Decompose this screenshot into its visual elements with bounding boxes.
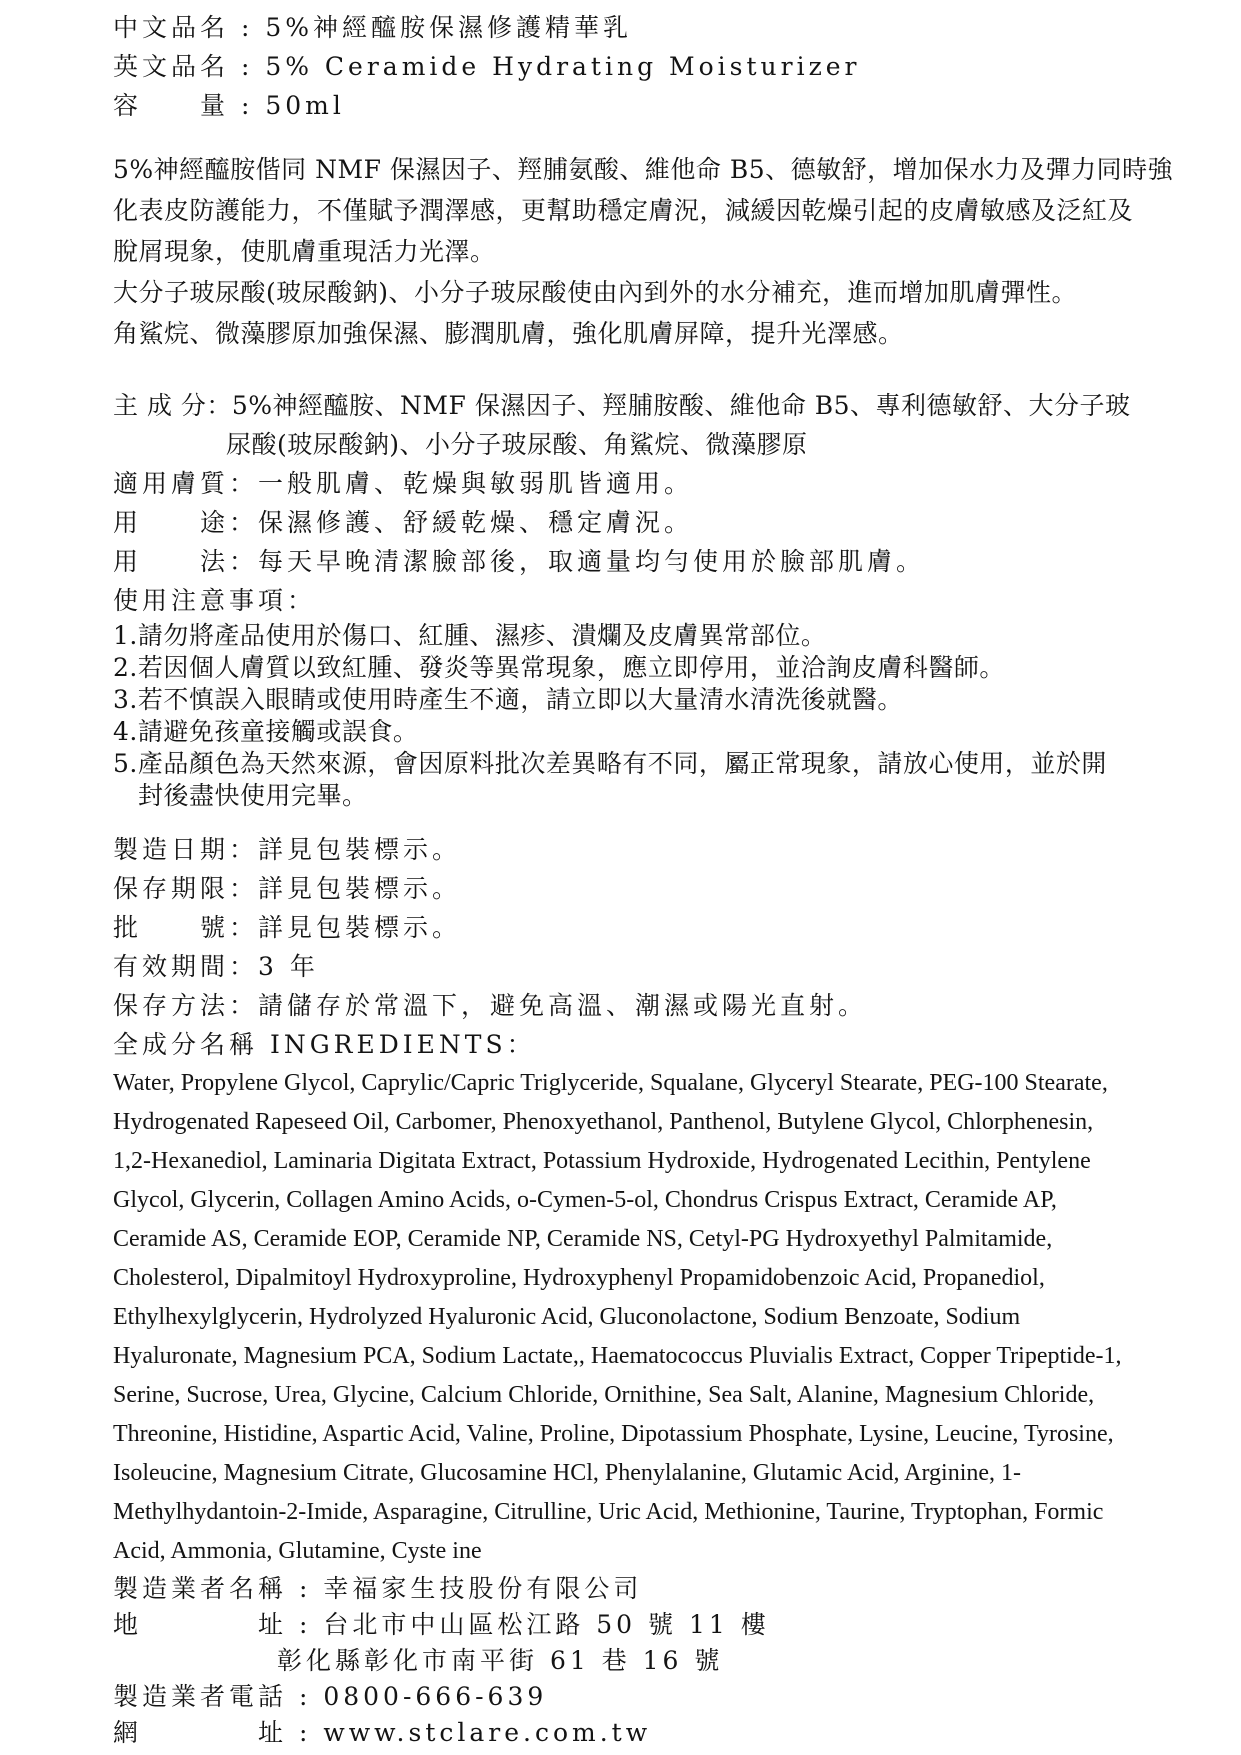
intro-paragraph xyxy=(113,149,1174,354)
text-line: 適用膚質：一般肌膚、乾燥與敏弱肌皆適用。 xyxy=(113,469,694,498)
text-line: 5%神經醯胺偕同 NMF 保濕因子、羥脯氨酸、維他命 B5、德敏舒，增加保水力及彈力同時強 xyxy=(113,155,1174,184)
text-line: 製造業者電話 : 0800-666-639 xyxy=(113,1682,548,1711)
text-line: 網 址 : www.stclare.com.tw xyxy=(113,1718,652,1747)
text-line: 尿酸(玻尿酸鈉)、小分子玻尿酸、角鯊烷、微藻膠原 xyxy=(226,430,808,459)
title-block xyxy=(113,8,1135,125)
ingredients-paragraph xyxy=(113,1064,1135,1571)
text-line: 4.請避免孩童接觸或誤食。 xyxy=(113,717,419,746)
text-line: 化表皮防護能力，不僅賦予潤澤感，更幫助穩定膚況，減緩因乾燥引起的皮膚敏感及泛紅及 xyxy=(113,196,1134,225)
text-line: 有效期間：3 年 xyxy=(113,952,319,981)
text-line: 英文品名 : 5% Ceramide Hydrating Moisturizer xyxy=(113,52,861,81)
text-line: 地 址 : 台北市中山區松江路 50 號 11 樓 xyxy=(113,1610,770,1639)
product-details xyxy=(113,386,1135,812)
text-line: 角鯊烷、微藻膠原加強保濕、膨潤肌膚，強化肌膚屏障，提升光澤感。 xyxy=(113,319,904,348)
text-line: 全成分名稱 INGREDIENTS： xyxy=(113,1030,536,1059)
text-line: 彰化縣彰化市南平街 61 巷 16 號 xyxy=(277,1646,724,1675)
text-line: 主 成 分：5%神經醯胺、NMF 保濕因子、羥脯胺酸、維他命 B5、專利德敏舒、大分子玻 xyxy=(113,391,1131,420)
text-line: 1.請勿將產品使用於傷口、紅腫、濕疹、潰爛及皮膚異常部位。 xyxy=(113,621,827,650)
text-line: 用 法：每天早晚清潔臉部後，取適量均勻使用於臉部肌膚。 xyxy=(113,547,926,576)
text-line: 批 號：詳見包裝標示。 xyxy=(113,913,462,942)
storage-details xyxy=(113,830,1135,1064)
text-line: 封後盡快使用完畢。 xyxy=(138,781,368,810)
text-line: 脫屑現象，使肌膚重現活力光澤。 xyxy=(113,237,496,266)
manufacturer-details xyxy=(113,1571,1135,1751)
text-line: 5.產品顏色為天然來源，會因原料批次差異略有不同，屬正常現象，請放心使用，並於開 xyxy=(113,749,1107,778)
text-line: 製造日期：詳見包裝標示。 xyxy=(113,835,462,864)
text-line: Water, Propylene Glycol, Caprylic/Capric Triglyceride, Squalane, Glyceryl Stearate, PEG-100 Stearate, Hydrogenated Rapeseed Oil, Carbomer, Phenoxyethanol, Panthenol, Butylene Glycol, Chlorphenesin, 1,2-Hexanediol, Laminaria Digitata Extract, Potassium Hydroxide, Hydrogenated Lecithin, Pentylene Glycol, Glycerin, Collagen Amino Acids, o-Cymen-5-ol, Chondrus Crispus Extract, Ceramide AP, Ceramide AS, Ceramide EOP, Ceramide NP, Ceramide NS, Cetyl-PG Hydroxyethyl Palmitamide, Cholesterol, Dipalmitoyl Hydroxyproline, Hydroxyphenyl Propamidobenzoic Acid, Propanediol, Ethylhexylglycerin, Hydrolyzed Hyaluronic Acid, Gluconolactone, Sodium Benzoate, Sodium Hyaluronate, Magnesium PCA, Sodium Lactate,, Haematococcus Pluvialis Extract, Copper Tripeptide-1, Serine, Sucrose, Urea, Glycine, Calcium Chloride, Ornithine, Sea Salt, Alanine, Magnesium Chloride, Threonine, Histidine, Aspartic Acid, Valine, Proline, Dipotassium Phosphate, Lysine, Leucine, Tyrosine, Isoleucine, Magnesium Citrate, Glucosamine HCl, Phenylalanine, Glutamic Acid, Arginine, 1-Methylhydantoin-2-Imide, Asparagine, Citrulline, Uric Acid, Methionine, Taurine, Tryptophan, Formic Acid, Ammonia, Glutamine, Cyste ine xyxy=(113,1070,1128,1564)
text-line: 用 途：保濕修護、舒緩乾燥、穩定膚況。 xyxy=(113,508,694,537)
text-line: 使用注意事項： xyxy=(113,586,317,615)
text-line: 2.若因個人膚質以致紅腫、發炎等異常現象，應立即停用，並洽詢皮膚科醫師。 xyxy=(113,653,1005,682)
text-line: 製造業者名稱 : 幸福家生技股份有限公司 xyxy=(113,1574,643,1603)
text-line: 保存期限：詳見包裝標示。 xyxy=(113,874,462,903)
text-line: 中文品名 : 5%神經醯胺保濕修護精華乳 xyxy=(113,13,632,42)
text-line: 大分子玻尿酸(玻尿酸鈉)、小分子玻尿酸使由內到外的水分補充，進而增加肌膚彈性。 xyxy=(113,278,1078,307)
text-line: 3.若不慎誤入眼睛或使用時產生不適，請立即以大量清水清洗後就醫。 xyxy=(113,685,903,714)
text-line: 容 量 : 50ml xyxy=(113,91,345,120)
text-line: 保存方法：請儲存於常溫下，避免高溫、潮濕或陽光直射。 xyxy=(113,991,868,1020)
